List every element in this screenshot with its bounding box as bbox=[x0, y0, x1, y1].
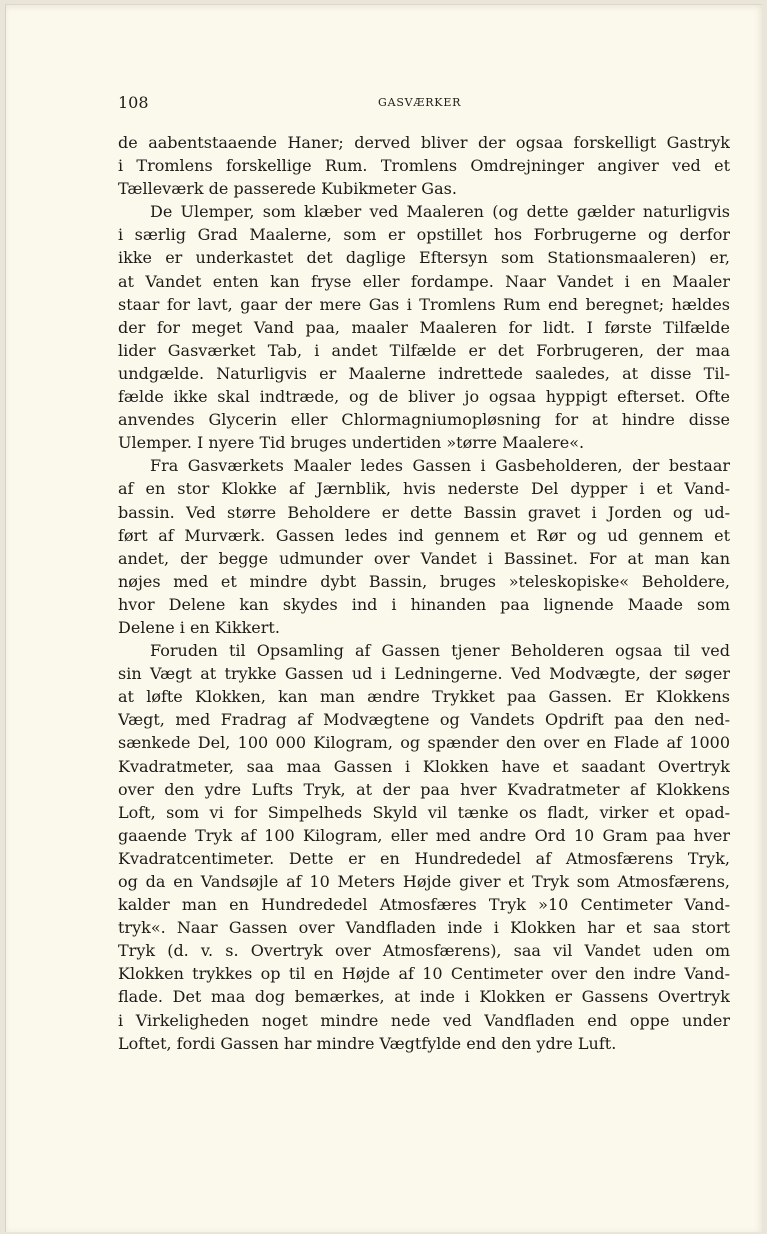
text-line: at løfte Klokken, kan man ændre Trykket paa Gassen. Er Klokkens bbox=[118, 687, 730, 707]
text-line: sin Vægt at trykke Gassen ud i Ledningerne. Ved Modvægte, der søger bbox=[118, 664, 730, 684]
text-line: Delene i en Kikkert. bbox=[118, 617, 280, 637]
text-line: at Vandet enten kan fryse eller fordampe. Naar Vandet i en Maaler bbox=[118, 271, 730, 291]
text-line: Kvadratmeter, saa maa Gassen i Klokken have et saadant Overtryk bbox=[118, 756, 730, 776]
text-line: der for meget Vand paa, maaler Maaleren for lidt. I første Tilfælde bbox=[118, 317, 730, 337]
text-line: gaaende Tryk af 100 Kilogram, eller med andre Ord 10 Gram paa hver bbox=[118, 825, 730, 845]
text-line: over den ydre Lufts Tryk, at der paa hver Kvadratmeter af Klokkens bbox=[118, 779, 730, 799]
body-text bbox=[118, 131, 730, 1055]
text-line: i Virkeligheden noget mindre nede ved Vandfladen end oppe under bbox=[118, 1010, 730, 1030]
text-line: ført af Murværk. Gassen ledes ind gennem et Rør og ud gennem et bbox=[118, 525, 730, 545]
text-line: De Ulemper, som klæber ved Maaleren (og dette gælder naturligvis bbox=[150, 202, 730, 222]
text-line: hvor Delene kan skydes ind i hinanden paa lignende Maade som bbox=[118, 594, 730, 614]
text-line: og da en Vandsøjle af 10 Meters Højde giver et Tryk som Atmosfærens, bbox=[118, 872, 730, 891]
text-line: Fra Gasværkets Maaler ledes Gassen i Gasbeholderen, der bestaar bbox=[150, 456, 730, 476]
text-line: Klokken trykkes op til en Højde af 10 Centimeter over den indre Vand- bbox=[118, 964, 730, 984]
text-line: Tælleværk de passerede Kubikmeter Gas. bbox=[118, 179, 457, 199]
running-title: GASVÆRKER bbox=[378, 96, 462, 109]
text-line: kalder man en Hundrededel Atmosfæres Tryk »10 Centimeter Vand- bbox=[118, 895, 730, 915]
text-line: tryk«. Naar Gassen over Vandfladen inde i Klokken har et saa stort bbox=[118, 918, 730, 938]
text-line: de aabentstaaende Haner; derved bliver der ogsaa forskelligt Gastryk bbox=[118, 133, 730, 152]
text-line: Vægt, med Fradrag af Modvægtene og Vandets Opdrift paa den ned- bbox=[118, 710, 730, 730]
text-line: nøjes med et mindre dybt Bassin, bruges »teleskopiske« Beholdere, bbox=[118, 571, 730, 591]
text-line: i Tromlens forskellige Rum. Tromlens Omdrejninger angiver ved et bbox=[118, 156, 730, 176]
text-line: sænkede Del, 100 000 Kilogram, og spænder den over en Flade af 1000 bbox=[118, 733, 730, 753]
book-page bbox=[5, 4, 762, 1232]
text-line: andet, der begge udmunder over Vandet i Bassinet. For at man kan bbox=[118, 548, 730, 568]
text-line: flade. Det maa dog bemærkes, at inde i Klokken er Gassens Overtryk bbox=[118, 987, 730, 1007]
text-line: Kvadratcentimeter. Dette er en Hundrededel af Atmosfærens Tryk, bbox=[118, 848, 730, 868]
text-line: lider Gasværket Tab, i andet Tilfælde er det Forbrugeren, der maa bbox=[118, 340, 730, 360]
text-line: Ulemper. I nyere Tid bruges undertiden »tørre Maalere«. bbox=[118, 433, 585, 453]
text-line: fælde ikke skal indtræde, og de bliver jo ogsaa hyppigt efterset. Ofte bbox=[118, 387, 730, 407]
text-line: ikke er underkastet det daglige Eftersyn som Stationsmaaleren) er, bbox=[118, 248, 730, 268]
text-line: Foruden til Opsamling af Gassen tjener Beholderen ogsaa til ved bbox=[150, 641, 730, 661]
text-line: Loft, som vi for Simpelheds Skyld vil tænke os fladt, virker et opad- bbox=[118, 802, 730, 822]
text-line: Loftet, fordi Gassen har mindre Vægtfylde end den ydre Luft. bbox=[118, 1033, 617, 1053]
running-head bbox=[118, 93, 730, 113]
text-line: anvendes Glycerin eller Chlormagniumopløsning for at hindre disse bbox=[118, 410, 730, 430]
text-line: i særlig Grad Maalerne, som er opstillet hos Forbrugerne og derfor bbox=[118, 225, 730, 245]
text-line: Tryk (d. v. s. Overtryk over Atmosfærens), saa vil Vandet uden om bbox=[118, 941, 730, 961]
text-line: af en stor Klokke af Jærnblik, hvis nederste Del dypper i et Vand- bbox=[118, 479, 730, 499]
text-line: bassin. Ved større Beholdere er dette Bassin gravet i Jorden og ud- bbox=[118, 502, 730, 522]
text-line: staar for lavt, gaar der mere Gas i Tromlens Rum end beregnet; hældes bbox=[118, 294, 730, 314]
text-line: undgælde. Naturligvis er Maalerne indrettede saaledes, at disse Til- bbox=[118, 363, 730, 383]
page-number: 108 bbox=[118, 93, 149, 112]
